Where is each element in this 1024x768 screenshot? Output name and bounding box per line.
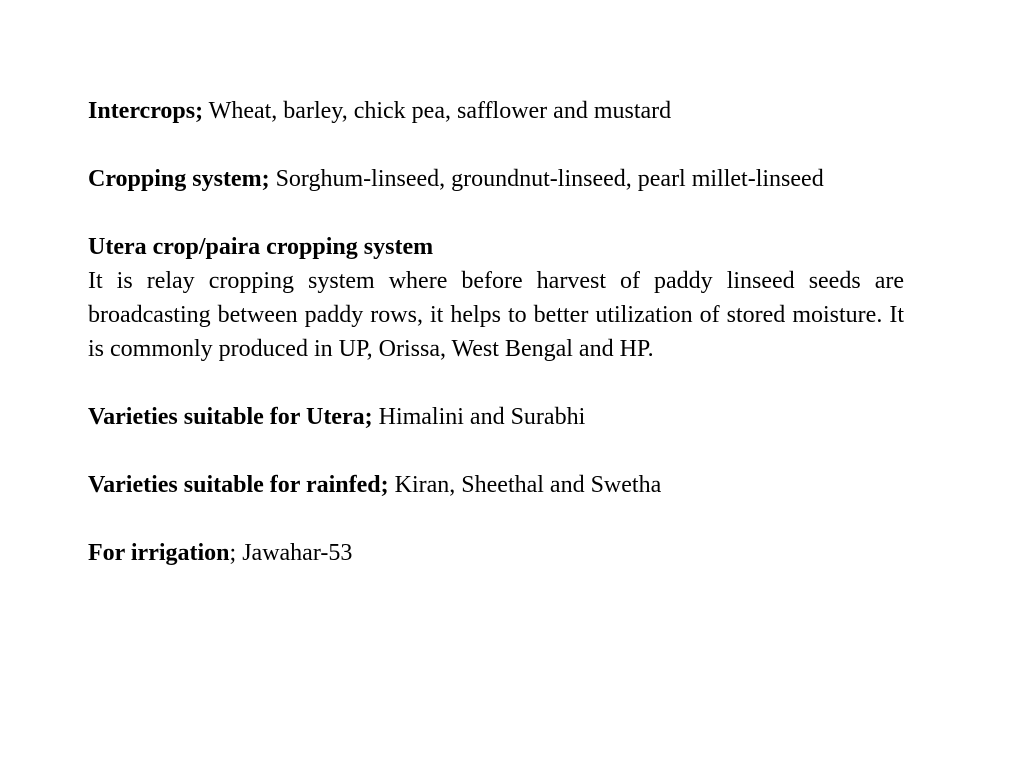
varieties-rainfed-paragraph [88,468,904,502]
varieties-rainfed-text: Kiran, Sheethal and Swetha [388,472,662,498]
intercrops-paragraph [88,94,904,128]
intercrops-label: Intercrops; [88,98,204,124]
irrigation-label: For irrigation [88,540,230,566]
cropping-system-label: Cropping system; [88,166,270,192]
utera-text: It is relay cropping system where before harvest of paddy linseed seeds are broadcasting between paddy rows, it helps to better utilization of stored moisture. It is commonly produced in UP, Orissa, West Bengal and HP. [88,268,904,362]
cropping-system-paragraph [88,162,904,196]
varieties-utera-paragraph [88,400,904,434]
utera-heading: Utera crop/paira cropping system [88,234,434,260]
varieties-rainfed-label: Varieties suitable for rainfed; [88,472,389,498]
varieties-utera-text: Himalini and Surabhi [372,404,586,430]
irrigation-paragraph [88,536,904,570]
cropping-system-text: Sorghum-linseed, groundnut-linseed, pearl millet-linseed [269,166,824,192]
irrigation-text: Jawahar-53 [236,540,353,566]
irrigation-separator: ; [229,540,237,566]
intercrops-text: Wheat, barley, chick pea, safflower and mustard [203,98,672,124]
utera-section [88,230,904,366]
varieties-utera-label: Varieties suitable for Utera; [88,404,373,430]
slide-content [88,94,904,570]
